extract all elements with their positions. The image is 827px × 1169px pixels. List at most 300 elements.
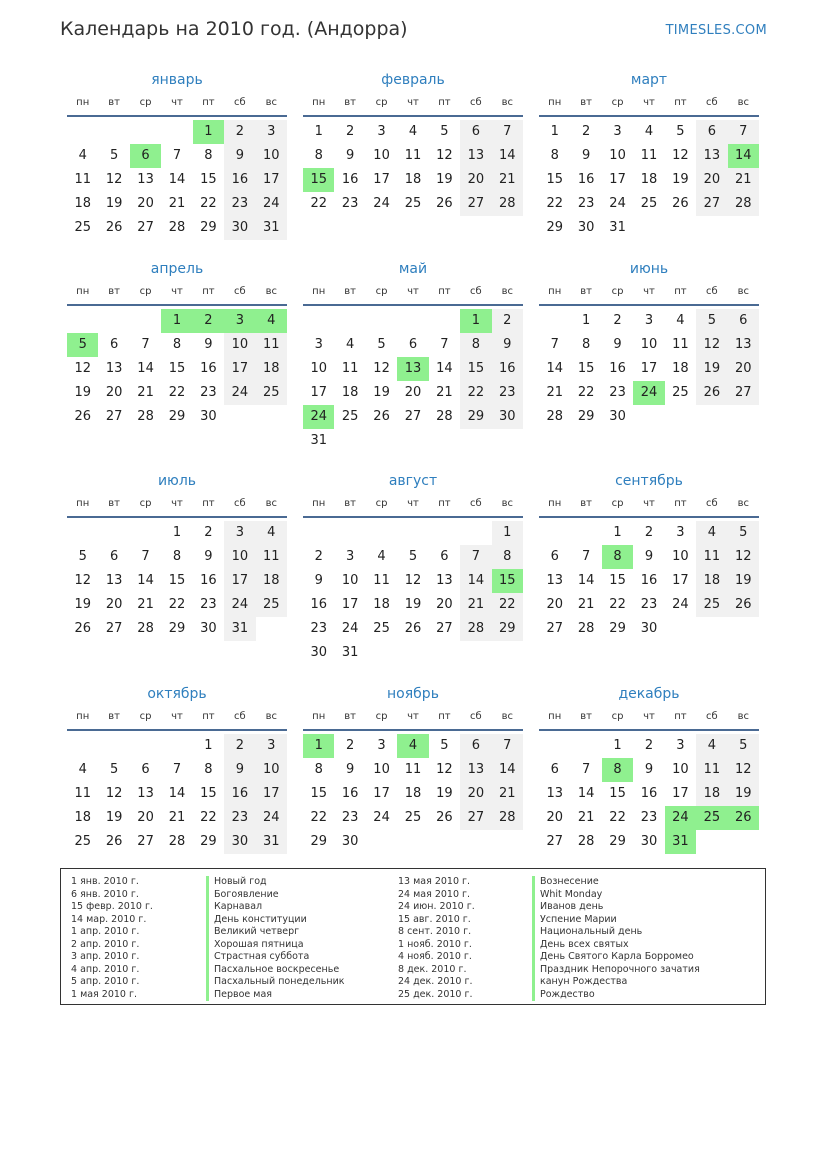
day-cell: 27 (696, 192, 727, 216)
day-cell: 4 (345, 337, 355, 352)
day-cell: 8 (204, 762, 213, 777)
day-cell: 28 (168, 220, 186, 235)
day-cell: 27 (546, 834, 563, 849)
day-cell: 8 (314, 762, 323, 777)
day-cell: 6 (130, 144, 161, 168)
weekday-label: чт (407, 711, 419, 722)
day-cell: 9 (644, 762, 654, 777)
day-cell: 19 (373, 385, 390, 400)
day-cell: 16 (200, 573, 217, 588)
day-cell: 4 (377, 549, 386, 564)
weekday-label: пн (548, 711, 562, 722)
holiday-name: Успение Марии (532, 914, 700, 927)
day-cell: 6 (408, 337, 418, 352)
day-cell: 9 (613, 337, 622, 352)
weekday-label: пн (312, 498, 326, 509)
day-cell: 28 (137, 621, 154, 636)
day-cell: 19 (696, 357, 727, 381)
day-cell: 15 (546, 172, 563, 187)
day-cell: 12 (373, 361, 390, 376)
day-cell: 3 (613, 124, 622, 139)
holiday-date: 1 апр. 2010 г. (71, 926, 140, 937)
day-cell: 21 (436, 385, 453, 400)
day-cell: 14 (492, 144, 523, 168)
day-cell: 27 (546, 621, 563, 636)
day-cell: 23 (640, 597, 658, 612)
day-cell: 26 (373, 409, 390, 424)
day-cell: 10 (373, 148, 390, 163)
day-cell: 31 (609, 220, 626, 235)
weekday-label: вт (108, 711, 120, 722)
day-cell: 17 (373, 172, 390, 187)
day-cell: 3 (644, 313, 654, 328)
day-cell: 4 (256, 521, 287, 545)
day-cell: 7 (141, 549, 150, 564)
weekday-label: чт (407, 97, 419, 108)
day-cell: 17 (224, 357, 255, 381)
holiday-name: Праздник Непорочного зачатия (532, 964, 700, 977)
day-cell: 21 (460, 593, 491, 617)
day-cell: 28 (168, 834, 186, 849)
weekday-label: вс (737, 97, 749, 108)
holiday-name: Хорошая пятница (206, 939, 345, 952)
day-cell: 19 (105, 810, 123, 825)
month-header-rule (67, 729, 287, 731)
weekday-label: сб (234, 286, 246, 297)
day-cell: 15 (200, 786, 217, 801)
day-cell: 13 (397, 357, 428, 381)
weekday-label: ср (611, 97, 624, 108)
weekday-label: пт (438, 97, 451, 108)
day-cell: 24 (256, 806, 287, 830)
day-cell: 7 (581, 549, 591, 564)
day-cell: 1 (492, 521, 523, 545)
day-cell: 19 (436, 786, 453, 801)
day-cell: 2 (314, 549, 323, 564)
weekday-label: сб (706, 498, 718, 509)
holiday-name: Первое мая (206, 989, 345, 1002)
month-header-rule (303, 304, 523, 306)
day-cell: 16 (640, 786, 658, 801)
weekday-label: сб (706, 286, 718, 297)
day-cell: 9 (492, 333, 523, 357)
day-cell: 7 (141, 337, 150, 352)
holiday-name: Национальный день (532, 926, 700, 939)
holiday-dates-col-2 (398, 876, 475, 1001)
weekday-label: ср (375, 97, 388, 108)
day-cell: 13 (105, 361, 123, 376)
day-cell: 29 (460, 405, 491, 429)
weekday-label: вт (108, 286, 120, 297)
weekday-label: пн (76, 97, 90, 108)
day-cell: 29 (168, 621, 186, 636)
month-name: июль (157, 473, 197, 489)
day-cell: 19 (436, 172, 453, 187)
day-cell: 18 (696, 782, 727, 806)
day-cell: 6 (550, 549, 559, 564)
day-cell: 5 (728, 734, 759, 758)
day-cell: 18 (404, 786, 422, 801)
day-cell: 19 (404, 597, 422, 612)
day-cell: 24 (303, 405, 334, 429)
day-cell: 21 (577, 810, 595, 825)
day-cell: 14 (546, 361, 563, 376)
day-cell: 25 (404, 196, 422, 211)
holiday-date: 1 янв. 2010 г. (71, 876, 139, 887)
day-cell: 20 (436, 597, 453, 612)
day-cell: 12 (696, 333, 727, 357)
day-cell: 22 (310, 810, 327, 825)
weekday-label: чт (407, 286, 419, 297)
day-cell: 4 (397, 734, 428, 758)
day-cell: 25 (256, 381, 287, 405)
day-cell: 26 (728, 806, 759, 830)
day-cell: 1 (204, 738, 213, 753)
holiday-name: Великий четверг (206, 926, 345, 939)
day-cell: 18 (404, 172, 422, 187)
weekday-label: чт (171, 498, 183, 509)
day-cell: 11 (672, 337, 689, 352)
weekday-label: пн (312, 286, 326, 297)
day-cell: 2 (204, 525, 213, 540)
day-cell: 25 (74, 220, 91, 235)
day-cell: 4 (644, 124, 654, 139)
day-cell: 26 (436, 810, 453, 825)
day-cell: 7 (581, 762, 591, 777)
day-cell: 16 (492, 357, 523, 381)
site-link[interactable]: TIMESLES.COM (665, 23, 767, 38)
day-cell: 15 (200, 172, 217, 187)
day-cell: 23 (310, 621, 327, 636)
weekday-label: пн (312, 97, 326, 108)
holiday-date: 4 нояб. 2010 г. (398, 951, 472, 962)
holiday-name: Иванов день (532, 901, 700, 914)
day-cell: 25 (373, 621, 390, 636)
day-cell: 28 (728, 192, 759, 216)
day-cell: 27 (404, 409, 422, 424)
weekday-label: вс (501, 97, 513, 108)
day-cell: 13 (460, 144, 491, 168)
day-cell: 21 (492, 782, 523, 806)
day-cell: 27 (728, 381, 759, 405)
weekday-label: вт (580, 97, 592, 108)
day-cell: 10 (373, 762, 390, 777)
weekday-label: вт (580, 498, 592, 509)
day-cell: 4 (256, 309, 287, 333)
month-header-rule (67, 115, 287, 117)
day-cell: 27 (137, 220, 154, 235)
day-cell: 3 (676, 525, 685, 540)
holiday-name: Богоявление (206, 889, 345, 902)
day-cell: 14 (577, 786, 595, 801)
day-cell: 13 (546, 573, 563, 588)
day-cell: 7 (172, 762, 182, 777)
day-cell: 1 (172, 525, 182, 540)
weekday-label: вс (737, 286, 749, 297)
day-cell: 17 (609, 172, 626, 187)
day-cell: 20 (105, 597, 123, 612)
weekday-label: чт (643, 286, 655, 297)
holiday-names-col-2 (532, 876, 700, 1001)
weekday-label: пн (548, 286, 562, 297)
day-cell: 20 (137, 196, 154, 211)
day-cell: 29 (200, 834, 217, 849)
day-cell: 16 (609, 361, 626, 376)
weekday-label: ср (139, 498, 152, 509)
day-cell: 2 (345, 738, 355, 753)
day-cell: 22 (609, 597, 626, 612)
day-cell: 22 (546, 196, 563, 211)
day-cell: 24 (609, 196, 626, 211)
day-cell: 16 (577, 172, 595, 187)
day-cell: 9 (204, 549, 213, 564)
weekday-label: вт (108, 97, 120, 108)
day-cell: 27 (105, 621, 123, 636)
weekday-label: чт (171, 97, 183, 108)
holiday-date: 5 апр. 2010 г. (71, 976, 140, 987)
day-cell: 30 (224, 216, 255, 240)
day-cell: 30 (609, 409, 626, 424)
day-cell: 6 (460, 734, 491, 758)
day-cell: 12 (436, 148, 453, 163)
day-cell: 1 (613, 738, 622, 753)
month-header-rule (303, 115, 523, 117)
holiday-name: Рождество (532, 989, 700, 1002)
day-cell: 25 (672, 385, 689, 400)
day-cell: 16 (224, 782, 255, 806)
day-cell: 18 (74, 196, 91, 211)
weekday-label: сб (470, 498, 482, 509)
day-cell: 14 (436, 361, 453, 376)
day-cell: 15 (492, 569, 523, 593)
day-cell: 2 (644, 738, 654, 753)
day-cell: 24 (256, 192, 287, 216)
day-cell: 25 (404, 810, 422, 825)
day-cell: 17 (341, 597, 359, 612)
day-cell: 28 (577, 621, 595, 636)
day-cell: 1 (550, 124, 559, 139)
day-cell: 1 (193, 120, 224, 144)
day-cell: 11 (74, 786, 91, 801)
weekday-label: пн (548, 498, 562, 509)
day-cell: 2 (224, 734, 255, 758)
holiday-date: 3 апр. 2010 г. (71, 951, 140, 962)
day-cell: 28 (436, 409, 453, 424)
day-cell: 17 (224, 569, 255, 593)
day-cell: 23 (224, 192, 255, 216)
day-cell: 9 (345, 148, 355, 163)
day-cell: 7 (492, 120, 523, 144)
day-cell: 14 (137, 573, 154, 588)
weekday-label: пт (674, 286, 687, 297)
weekday-label: вт (344, 286, 356, 297)
day-cell: 19 (672, 172, 689, 187)
day-cell: 20 (105, 385, 123, 400)
month-header-rule (303, 729, 523, 731)
day-cell: 21 (728, 168, 759, 192)
day-cell: 13 (436, 573, 453, 588)
day-cell: 15 (168, 361, 186, 376)
day-cell: 5 (440, 124, 449, 139)
day-cell: 17 (672, 573, 689, 588)
month-header-rule (67, 304, 287, 306)
day-cell: 7 (440, 337, 449, 352)
day-cell: 31 (256, 830, 287, 854)
holiday-date: 24 мая 2010 г. (398, 888, 471, 900)
weekday-label: ср (611, 498, 624, 509)
weekday-label: пн (312, 711, 326, 722)
day-cell: 5 (408, 549, 418, 564)
holiday-name: Карнавал (206, 901, 345, 914)
day-cell: 2 (345, 124, 355, 139)
weekday-label: пт (438, 286, 451, 297)
day-cell: 11 (341, 361, 359, 376)
day-cell: 5 (67, 333, 98, 357)
weekday-label: чт (407, 498, 419, 509)
day-cell: 9 (204, 337, 213, 352)
month-header-rule (67, 516, 287, 518)
day-cell: 25 (256, 593, 287, 617)
day-cell: 31 (310, 433, 327, 448)
day-cell: 2 (492, 309, 523, 333)
day-cell: 30 (577, 220, 595, 235)
day-cell: 27 (105, 409, 123, 424)
day-cell: 2 (193, 309, 224, 333)
holiday-date: 24 июн. 2010 г. (398, 901, 475, 912)
day-cell: 18 (696, 569, 727, 593)
day-cell: 16 (200, 361, 217, 376)
day-cell: 22 (168, 385, 186, 400)
day-cell: 24 (341, 621, 359, 636)
weekday-label: пт (674, 711, 687, 722)
day-cell: 18 (74, 810, 91, 825)
day-cell: 23 (609, 385, 626, 400)
weekday-label: вс (265, 498, 277, 509)
day-cell: 23 (640, 810, 658, 825)
day-cell: 16 (310, 597, 327, 612)
day-cell: 20 (546, 810, 563, 825)
day-cell: 21 (137, 597, 154, 612)
weekday-label: вт (108, 498, 120, 509)
day-cell: 27 (436, 621, 453, 636)
day-cell: 1 (613, 525, 622, 540)
weekday-label: пт (202, 711, 215, 722)
day-cell: 22 (460, 381, 491, 405)
weekday-label: пт (202, 498, 215, 509)
day-cell: 15 (303, 168, 334, 192)
day-cell: 11 (256, 333, 287, 357)
day-cell: 5 (109, 762, 119, 777)
month-name: октябрь (147, 686, 207, 702)
month-name: март (630, 72, 668, 88)
day-cell: 20 (728, 357, 759, 381)
day-cell: 3 (224, 521, 255, 545)
day-cell: 6 (141, 762, 150, 777)
page-title: Календарь на 2010 год. (Андорра) (60, 18, 408, 40)
day-cell: 1 (581, 313, 591, 328)
day-cell: 4 (696, 734, 727, 758)
day-cell: 9 (224, 758, 255, 782)
day-cell: 12 (105, 172, 123, 187)
day-cell: 22 (492, 593, 523, 617)
holiday-name: День Святого Карла Борромео (532, 951, 700, 964)
weekday-label: вт (344, 711, 356, 722)
day-cell: 26 (696, 381, 727, 405)
day-cell: 3 (377, 738, 386, 753)
holiday-name: Страстная суббота (206, 951, 345, 964)
weekday-label: пт (438, 711, 451, 722)
holiday-name: канун Рождества (532, 976, 700, 989)
day-cell: 7 (550, 337, 559, 352)
day-cell: 10 (256, 758, 287, 782)
day-cell: 23 (341, 810, 359, 825)
weekday-label: чт (643, 97, 655, 108)
day-cell: 2 (613, 313, 622, 328)
day-cell: 10 (672, 549, 689, 564)
day-cell: 24 (224, 381, 255, 405)
weekday-label: пт (674, 97, 687, 108)
day-cell: 11 (373, 573, 390, 588)
day-cell: 13 (137, 172, 154, 187)
weekday-label: пт (202, 286, 215, 297)
holiday-date: 14 мар. 2010 г. (71, 913, 147, 925)
day-cell: 5 (440, 738, 449, 753)
day-cell: 10 (640, 337, 658, 352)
day-cell: 21 (492, 168, 523, 192)
day-cell: 20 (404, 385, 422, 400)
holiday-date: 24 дек. 2010 г. (398, 976, 473, 987)
month-name: ноябрь (387, 686, 439, 702)
day-cell: 11 (696, 545, 727, 569)
day-cell: 5 (109, 148, 119, 163)
day-cell: 6 (728, 309, 759, 333)
day-cell: 5 (696, 309, 727, 333)
day-cell: 25 (696, 593, 727, 617)
day-cell: 8 (460, 333, 491, 357)
weekday-label: ср (139, 97, 152, 108)
day-cell: 3 (345, 549, 355, 564)
day-cell: 4 (696, 521, 727, 545)
day-cell: 17 (310, 385, 327, 400)
holiday-date: 1 мая 2010 г. (71, 988, 137, 1000)
day-cell: 24 (672, 597, 689, 612)
day-cell: 15 (460, 357, 491, 381)
holiday-date: 8 дек. 2010 г. (398, 963, 467, 975)
weekday-label: чт (643, 498, 655, 509)
weekday-label: вс (501, 498, 513, 509)
day-cell: 8 (314, 148, 323, 163)
day-cell: 21 (168, 196, 186, 211)
holiday-name: Вознесение (532, 876, 700, 889)
day-cell: 8 (204, 148, 213, 163)
day-cell: 8 (172, 549, 182, 564)
day-cell: 29 (609, 621, 626, 636)
weekday-label: вт (344, 97, 356, 108)
day-cell: 16 (341, 172, 359, 187)
holiday-date: 15 авг. 2010 г. (398, 913, 471, 925)
day-cell: 19 (728, 569, 759, 593)
day-cell: 22 (609, 810, 626, 825)
day-cell: 24 (373, 810, 390, 825)
day-cell: 25 (696, 806, 727, 830)
month-name: август (388, 473, 438, 489)
month-name: январь (151, 72, 203, 88)
holiday-date: 1 нояб. 2010 г. (398, 938, 472, 950)
day-cell: 1 (303, 734, 334, 758)
day-cell: 1 (314, 124, 323, 139)
weekday-label: ср (375, 711, 388, 722)
day-cell: 6 (696, 120, 727, 144)
